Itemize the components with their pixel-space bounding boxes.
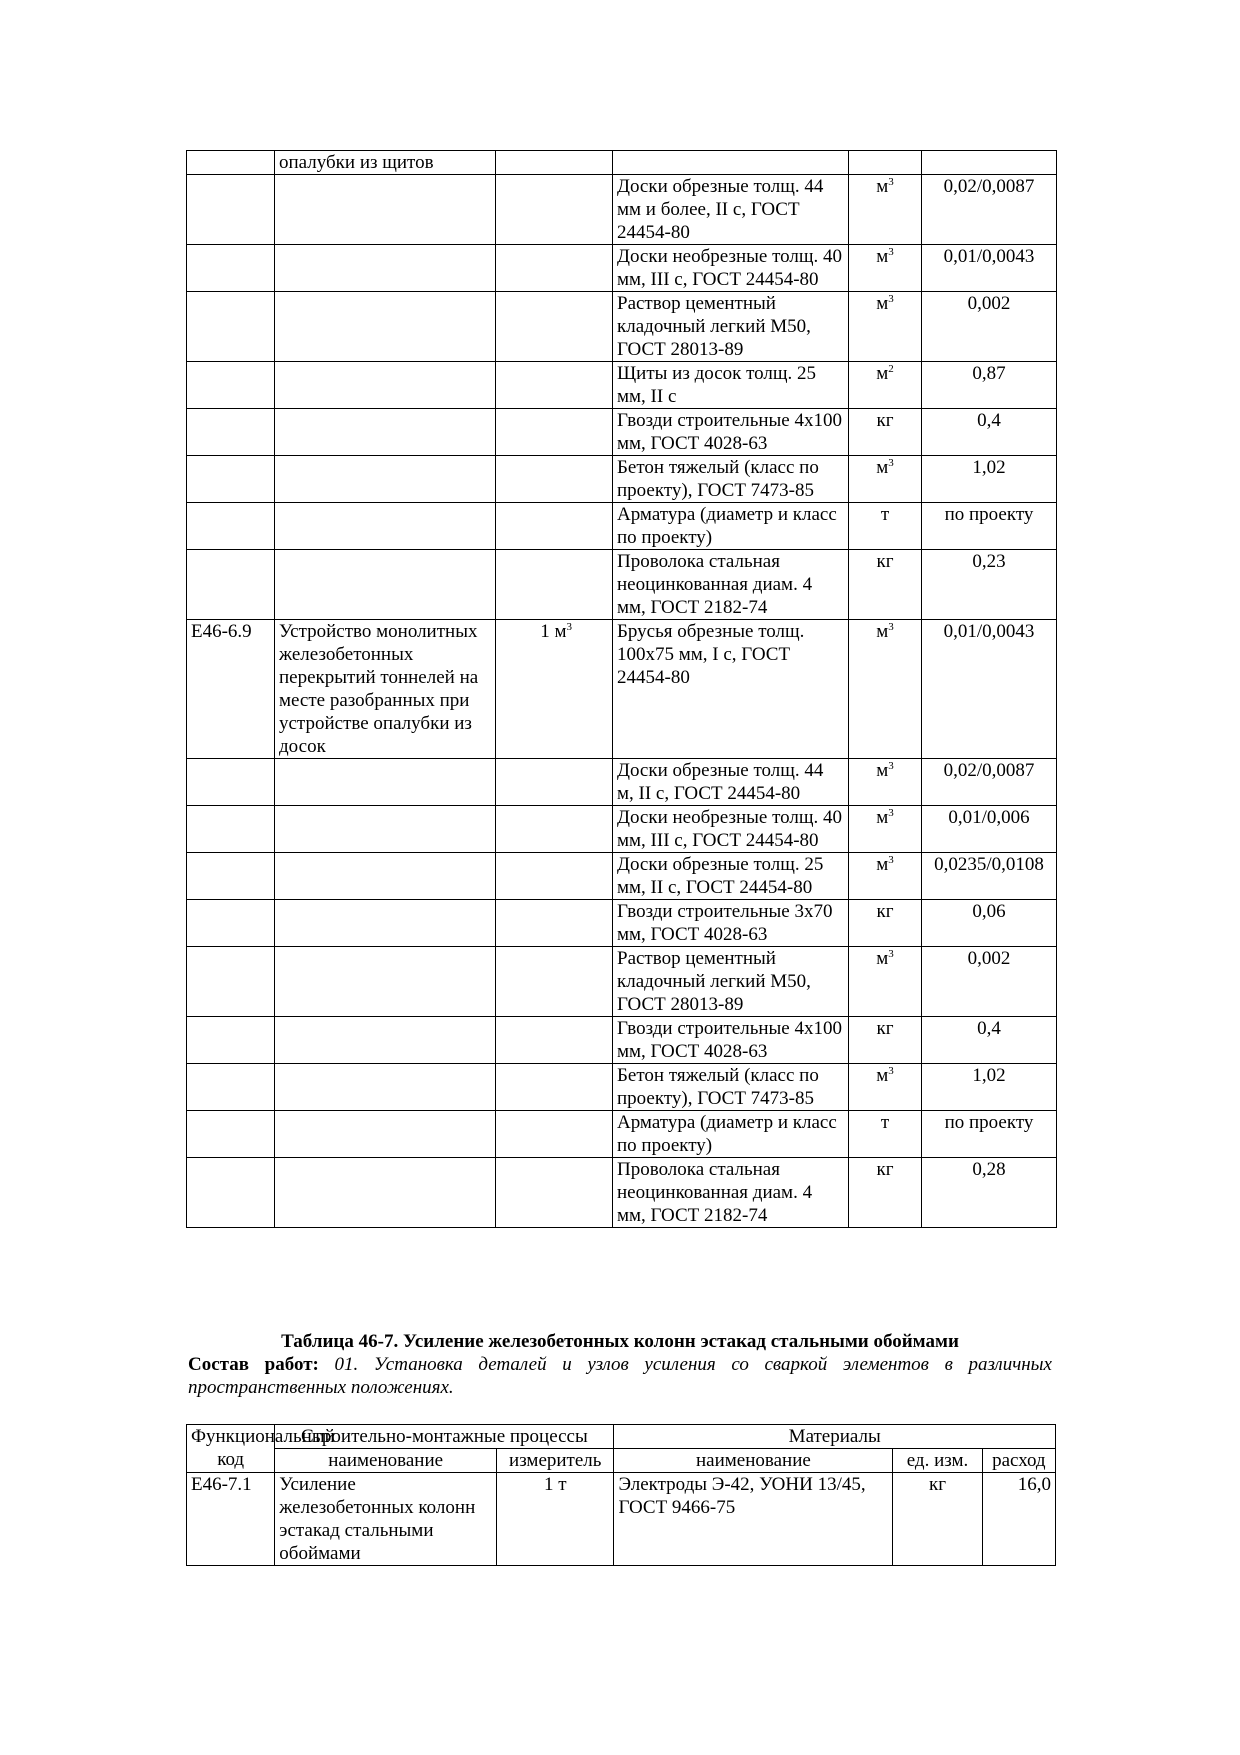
material-cell [613, 1064, 849, 1111]
table-row [187, 292, 1057, 362]
unit-cell-text: м [876, 246, 889, 267]
unit-cell-text: м [876, 807, 889, 828]
table-row [187, 1158, 1057, 1228]
unit-cell-text: кг [876, 901, 894, 922]
material-cell-text: Доски необрезные толщ. 40 мм, III с, ГОСТ 24454-80 [617, 807, 842, 851]
meter-cell [496, 456, 613, 503]
table-row [187, 245, 1057, 292]
unit-cell [849, 456, 922, 503]
unit-cell [893, 1473, 982, 1566]
material-cell [613, 292, 849, 362]
unit-cell-text: м [876, 457, 889, 478]
material-cell-text: Брусья обрезные толщ. 100х75 мм, I с, ГОСТ 24454-80 [617, 621, 805, 688]
amount-cell-text: 1,02 [972, 457, 1006, 478]
process-cell [275, 151, 496, 175]
amount-cell [922, 409, 1057, 456]
process-cell [275, 409, 496, 456]
unit-cell-text: м [876, 854, 889, 875]
unit-cell [849, 292, 922, 362]
unit-cell [849, 175, 922, 245]
amount-cell [922, 362, 1057, 409]
process-cell [275, 620, 496, 759]
material-cell-text: Доски необрезные толщ. 40 мм, III с, ГОСТ 24454-80 [617, 246, 842, 290]
meter-cell [496, 292, 613, 362]
unit-cell-text: кг [876, 1159, 894, 1180]
amount-cell-text: 0,002 [967, 293, 1011, 314]
unit-cell-text: кг [876, 1018, 894, 1039]
unit-cell-text: кг [929, 1474, 947, 1495]
table-row [187, 550, 1057, 620]
code-cell [187, 947, 275, 1017]
table-row [187, 456, 1057, 503]
code-cell [187, 1064, 275, 1111]
material-cell [613, 853, 849, 900]
amount-cell [922, 1111, 1057, 1158]
unit-cell-text: м [876, 1065, 889, 1086]
amount-cell-text: 1,02 [972, 1065, 1006, 1086]
amount-cell [922, 292, 1057, 362]
material-cell-text: Электроды Э-42, УОНИ 13/45, ГОСТ 9466-75 [618, 1474, 866, 1518]
header-processes: Строительно-монтажные процессы [275, 1425, 614, 1449]
table-row [187, 947, 1057, 1017]
header-materials: Материалы [614, 1425, 1056, 1449]
amount-cell-text: 0,002 [967, 948, 1011, 969]
amount-cell-text: 0,23 [972, 551, 1006, 572]
header-amount: расход [982, 1449, 1055, 1473]
amount-cell [922, 759, 1057, 806]
header-material-name: наименование [614, 1449, 893, 1473]
meter-cell [496, 1158, 613, 1228]
material-cell [613, 456, 849, 503]
unit-cell [849, 1017, 922, 1064]
amount-cell [922, 900, 1057, 947]
meter-cell [496, 503, 613, 550]
meter-cell [496, 900, 613, 947]
amount-cell [922, 1064, 1057, 1111]
material-cell-text: Доски обрезные толщ. 25 мм, II с, ГОСТ 24454-80 [617, 854, 824, 898]
material-cell [613, 1158, 849, 1228]
table-row [187, 620, 1057, 759]
code-cell-text: Е46-7.1 [191, 1474, 252, 1495]
unit-cell [849, 245, 922, 292]
code-cell [187, 456, 275, 503]
process-cell [275, 1111, 496, 1158]
header-unit: ед. изм. [893, 1449, 982, 1473]
unit-cell [849, 151, 922, 175]
process-cell [275, 175, 496, 245]
table-row [187, 503, 1057, 550]
code-cell [187, 362, 275, 409]
amount-cell-text: 0,01/0,006 [948, 807, 1030, 828]
amount-cell-text: 16,0 [1017, 1474, 1051, 1495]
table-row [187, 900, 1057, 947]
process-cell-text: опалубки из щитов [279, 152, 434, 173]
unit-cell-text: м [876, 621, 889, 642]
process-cell-text: Устройство монолитных железобетонных перекрытий тоннелей на месте разобранных при устройстве опалубки из досок [279, 621, 479, 757]
work-composition-label: Состав работ: [188, 1354, 319, 1375]
material-cell [613, 1017, 849, 1064]
amount-cell [982, 1473, 1055, 1566]
process-cell [275, 900, 496, 947]
unit-cell-text: кг [876, 551, 894, 572]
table-row [187, 151, 1057, 175]
header-row-subcolumns [187, 1449, 1056, 1473]
material-cell [613, 245, 849, 292]
code-cell [187, 292, 275, 362]
material-cell [613, 947, 849, 1017]
code-cell-text: Е46-6.9 [191, 621, 252, 642]
meter-cell [496, 245, 613, 292]
table-row [187, 759, 1057, 806]
table-title: Таблица 46-7. Усиление железобетонных колонн эстакад стальными обоймами [281, 1331, 959, 1352]
meter-cell [496, 947, 613, 1017]
material-cell-text: Арматура (диаметр и класс по проекту) [617, 504, 837, 548]
amount-cell-text: 0,02/0,0087 [943, 176, 1035, 197]
unit-cell [849, 947, 922, 1017]
amount-cell-text: 0,28 [972, 1159, 1006, 1180]
material-cell-text: Доски обрезные толщ. 44 мм и более, II с, ГОСТ 24454-80 [617, 176, 824, 243]
material-cell-text: Проволока стальная неоцинкованная диам. 4 мм, ГОСТ 2182-74 [617, 551, 813, 618]
amount-cell [922, 550, 1057, 620]
amount-cell-text: по проекту [944, 1112, 1034, 1133]
code-cell [187, 409, 275, 456]
material-cell-text: Раствор цементный кладочный легкий М50, ГОСТ 28013-89 [617, 293, 811, 360]
amount-cell [922, 947, 1057, 1017]
material-cell [613, 175, 849, 245]
unit-cell-text: т [880, 504, 890, 525]
table-row [187, 175, 1057, 245]
material-cell-text: Проволока стальная неоцинкованная диам. 4 мм, ГОСТ 2182-74 [617, 1159, 813, 1226]
material-cell [613, 1111, 849, 1158]
unit-cell [849, 1158, 922, 1228]
material-cell-text: Доски обрезные толщ. 44 м, II с, ГОСТ 24454-80 [617, 760, 824, 804]
unit-cell-text: т [880, 1112, 890, 1133]
unit-cell [849, 620, 922, 759]
process-cell [275, 1064, 496, 1111]
unit-exponent: 3 [888, 807, 894, 819]
meter-cell [496, 806, 613, 853]
table-row [187, 853, 1057, 900]
unit-cell [849, 1064, 922, 1111]
process-cell [275, 947, 496, 1017]
unit-exponent: 3 [888, 948, 894, 960]
amount-cell [922, 175, 1057, 245]
process-cell [275, 550, 496, 620]
unit-cell-text: кг [876, 410, 894, 431]
code-cell [187, 550, 275, 620]
code-cell [187, 245, 275, 292]
unit-exponent: 3 [888, 176, 894, 188]
table-row [187, 1017, 1057, 1064]
header-meter: измеритель [497, 1449, 614, 1473]
meter-cell [496, 175, 613, 245]
unit-cell [849, 806, 922, 853]
code-cell [187, 759, 275, 806]
material-cell [613, 409, 849, 456]
unit-exponent: 3 [888, 293, 894, 305]
material-cell-text: Раствор цементный кладочный легкий М50, ГОСТ 28013-89 [617, 948, 811, 1015]
meter-cell [496, 1064, 613, 1111]
process-cell-text: Усиление железобетонных колонн эстакад стальными обоймами [279, 1474, 476, 1564]
unit-cell [849, 853, 922, 900]
meter-cell-text: 1 т [543, 1474, 567, 1495]
process-cell [275, 1158, 496, 1228]
header-row-groups [187, 1425, 1056, 1449]
amount-cell-text: 0,0235/0,0108 [934, 854, 1044, 875]
code-cell [187, 1017, 275, 1064]
code-cell [187, 853, 275, 900]
unit-exponent: 3 [888, 1065, 894, 1077]
material-cell [613, 620, 849, 759]
process-cell [275, 1017, 496, 1064]
material-cell-text: Гвозди строительные 4х100 мм, ГОСТ 4028-63 [617, 1018, 842, 1062]
work-composition-text: 01. Установка деталей и узлов усиления со сваркой элементов в различных пространственных положениях. [188, 1354, 1052, 1398]
unit-cell [849, 759, 922, 806]
meter-exponent: 3 [566, 621, 572, 633]
unit-cell-text: м [876, 948, 889, 969]
amount-cell [922, 456, 1057, 503]
amount-cell-text: 0,87 [972, 363, 1006, 384]
material-cell [613, 151, 849, 175]
meter-cell [497, 1473, 614, 1566]
meter-cell [496, 550, 613, 620]
amount-cell [922, 620, 1057, 759]
code-cell [187, 1158, 275, 1228]
materials-table-46-7 [186, 1424, 1056, 1566]
unit-cell-text: м [876, 760, 889, 781]
table-row [187, 362, 1057, 409]
meter-cell [496, 1017, 613, 1064]
process-cell [275, 759, 496, 806]
material-cell [613, 550, 849, 620]
meter-cell [496, 759, 613, 806]
material-cell-text: Арматура (диаметр и класс по проекту) [617, 1112, 837, 1156]
unit-exponent: 3 [888, 621, 894, 633]
process-cell [275, 1473, 497, 1566]
amount-cell-text: по проекту [944, 504, 1034, 525]
amount-cell-text: 0,02/0,0087 [943, 760, 1035, 781]
code-cell [187, 175, 275, 245]
material-cell-text: Щиты из досок толщ. 25 мм, II с [617, 363, 817, 407]
table-46-7-caption [188, 1330, 1052, 1399]
code-cell [187, 900, 275, 947]
code-cell [187, 151, 275, 175]
amount-cell [922, 1017, 1057, 1064]
material-cell [613, 806, 849, 853]
meter-cell [496, 620, 613, 759]
material-cell-text: Гвозди строительные 4х100 мм, ГОСТ 4028-63 [617, 410, 842, 454]
material-cell-text: Бетон тяжелый (класс по проекту), ГОСТ 7473-85 [617, 1065, 819, 1109]
meter-cell [496, 409, 613, 456]
amount-cell [922, 1158, 1057, 1228]
table-row [187, 1473, 1056, 1566]
amount-cell [922, 853, 1057, 900]
material-cell [613, 759, 849, 806]
header-process-name: наименование [275, 1449, 497, 1473]
table-row [187, 1064, 1057, 1111]
unit-cell-text: м [876, 176, 889, 197]
unit-exponent: 3 [888, 457, 894, 469]
amount-cell [922, 245, 1057, 292]
materials-table-46-6 [186, 150, 1057, 1228]
material-cell-text: Гвозди строительные 3х70 мм, ГОСТ 4028-63 [617, 901, 833, 945]
amount-cell-text: 0,01/0,0043 [943, 246, 1035, 267]
process-cell [275, 362, 496, 409]
unit-cell [849, 900, 922, 947]
amount-cell-text: 0,01/0,0043 [943, 621, 1035, 642]
unit-exponent: 2 [888, 363, 894, 375]
material-cell [614, 1473, 893, 1566]
materials-table-46-6-body [187, 151, 1057, 1228]
unit-exponent: 3 [888, 246, 894, 258]
meter-cell [496, 1111, 613, 1158]
unit-cell [849, 550, 922, 620]
table-row [187, 409, 1057, 456]
process-cell [275, 245, 496, 292]
process-cell [275, 853, 496, 900]
material-cell [613, 503, 849, 550]
work-composition [188, 1353, 1052, 1399]
meter-cell-text: 1 м [540, 621, 567, 642]
process-cell [275, 292, 496, 362]
unit-cell [849, 409, 922, 456]
material-cell-text: Бетон тяжелый (класс по проекту), ГОСТ 7473-85 [617, 457, 819, 501]
unit-cell [849, 503, 922, 550]
meter-cell [496, 853, 613, 900]
unit-cell [849, 362, 922, 409]
process-cell [275, 806, 496, 853]
amount-cell-text: 0,4 [977, 410, 1001, 431]
amount-cell [922, 806, 1057, 853]
code-cell [187, 503, 275, 550]
materials-table-46-7-body [187, 1473, 1056, 1566]
unit-cell [849, 1111, 922, 1158]
process-cell [275, 456, 496, 503]
material-cell [613, 362, 849, 409]
table-row [187, 1111, 1057, 1158]
code-cell [187, 806, 275, 853]
meter-cell [496, 151, 613, 175]
header-functional-code: Функциональный код [187, 1425, 275, 1473]
process-cell [275, 503, 496, 550]
unit-exponent: 3 [888, 854, 894, 866]
table-row [187, 806, 1057, 853]
code-cell [187, 620, 275, 759]
unit-cell-text: м [876, 293, 889, 314]
code-cell [187, 1111, 275, 1158]
amount-cell [922, 151, 1057, 175]
code-cell [187, 1473, 275, 1566]
amount-cell-text: 0,06 [972, 901, 1006, 922]
meter-cell [496, 362, 613, 409]
amount-cell [922, 503, 1057, 550]
material-cell [613, 900, 849, 947]
amount-cell-text: 0,4 [977, 1018, 1001, 1039]
unit-cell-text: м [876, 363, 889, 384]
unit-exponent: 3 [888, 760, 894, 772]
